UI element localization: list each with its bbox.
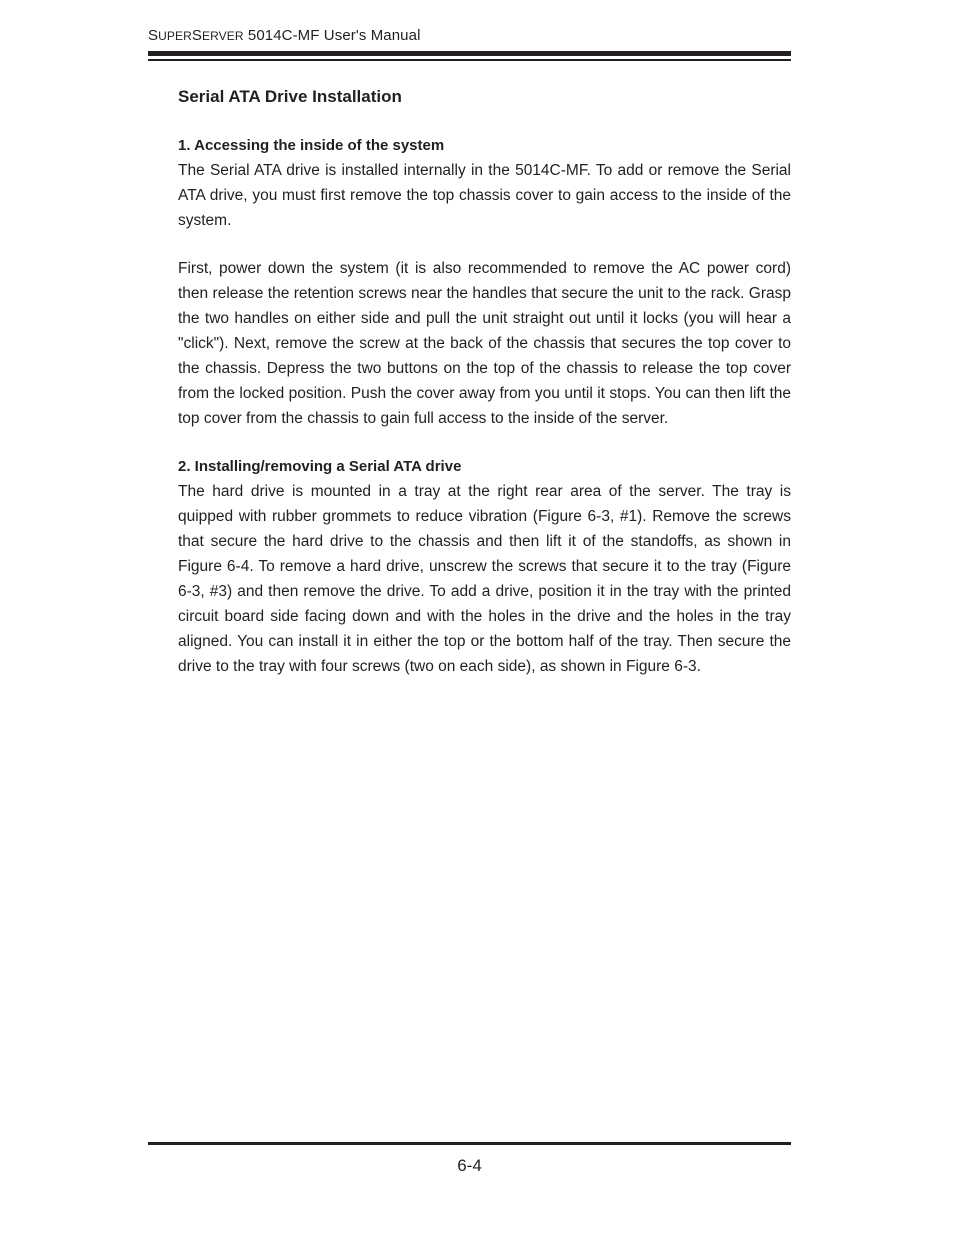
header-part: ERVER <box>201 29 244 43</box>
subsection-heading: 2. Installing/removing a Serial ATA drive <box>178 458 462 475</box>
header-part: 5014C-MF User's Manual <box>243 27 421 44</box>
header-part: UPER <box>158 29 192 43</box>
subsection-heading: 1. Accessing the inside of the system <box>178 137 445 154</box>
body-paragraph: The Serial ATA drive is installed internally in the 5014C-MF. To add or remove the Serial ATA drive, you must first remove the top chassis cover to gain access to the inside of the system. <box>178 162 791 229</box>
header-part: S <box>191 27 202 44</box>
footer-rule <box>148 1142 791 1145</box>
main-content <box>178 84 791 679</box>
header-part: S <box>148 27 159 44</box>
running-header <box>148 27 421 44</box>
header-rule-thick <box>148 51 791 56</box>
body-paragraph: The hard drive is mounted in a tray at the right rear area of the server. The tray is quipped with rubber grommets to reduce vibration (Figure 6-3, #1). Remove the screws that secure the hard drive to the chassis and then lift it of the standoffs, as shown in Figure 6-4. To remove a hard drive, unscrew the screws that secure it to the tray (Figure 6-3, #3) and then remove the drive. To add a drive, position it in the tray with the printed circuit board side facing down and with the holes in the drive and the holes in the tray aligned. You can install it in either the top or the bottom half of the tray. Then secure the drive to the tray with four screws (two on each side), as shown in Figure 6-3. <box>178 483 791 675</box>
page-number: 6-4 <box>457 1156 482 1175</box>
section-title: Serial ATA Drive Installation <box>178 87 402 106</box>
body-paragraph: First, power down the system (it is also recommended to remove the AC power cord) then release the retention screws near the handles that secure the unit to the rack. Grasp the two handles on either side and pull the unit straight out until it locks (you will hear a "click"). Next, remove the screw at the back of the chassis that secures the top cover to the chassis. Depress the two buttons on the top of the chassis to release the top cover from the locked position. Push the cover away from you until it stops. You can then lift the top cover from the chassis to gain full access to the inside of the server. <box>178 260 791 427</box>
header-rule-thin <box>148 59 791 61</box>
